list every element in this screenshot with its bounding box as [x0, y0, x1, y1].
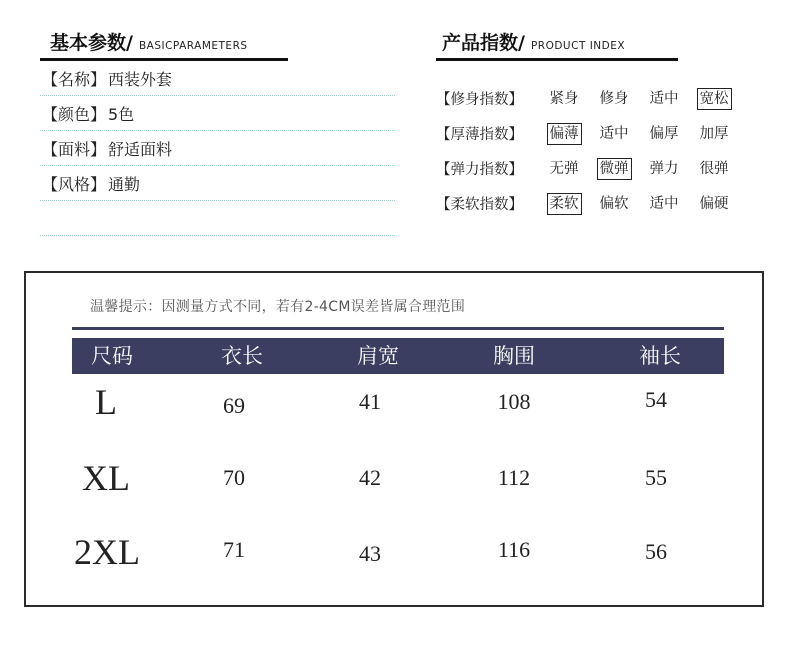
size-table-header — [72, 338, 724, 374]
size-cell: L — [95, 382, 117, 422]
product-index-subtitle: PRODUCT INDEX — [530, 40, 626, 52]
param-row-color — [40, 96, 395, 131]
index-row — [436, 186, 756, 221]
param-row-fabric — [40, 131, 395, 166]
param-row-style — [40, 166, 395, 201]
basic-parameters-list — [40, 61, 395, 236]
shoulder-cell: 42 — [359, 465, 381, 490]
index-option-label: 无弹 — [549, 160, 579, 177]
index-option — [539, 158, 589, 180]
index-row — [436, 81, 756, 116]
index-option — [689, 193, 739, 215]
param-row-name — [40, 61, 395, 96]
param-value: 5色 — [108, 104, 135, 124]
length-cell: 70 — [223, 465, 245, 490]
index-option — [589, 123, 639, 145]
basic-parameters-header — [40, 28, 395, 58]
size-cell: XL — [82, 458, 130, 498]
index-option-label: 紧身 — [549, 90, 579, 107]
basic-parameters-subtitle: BASICPARAMETERS — [138, 40, 248, 52]
index-option — [639, 123, 689, 145]
param-value: 通勤 — [108, 174, 141, 194]
index-option — [589, 193, 639, 215]
product-index-section — [436, 28, 756, 221]
header-length: 衣长 — [221, 344, 263, 368]
index-option-label: 偏软 — [599, 195, 629, 212]
param-key: 【风格】 — [42, 174, 107, 194]
index-option-selected — [689, 88, 739, 110]
header-chest: 胸围 — [493, 344, 535, 368]
sleeve-cell: 54 — [645, 387, 667, 412]
index-label: 【柔软指数】 — [436, 197, 523, 213]
index-option — [639, 193, 689, 215]
index-option-label: 适中 — [599, 125, 629, 142]
index-option — [639, 158, 689, 180]
header-sleeve: 袖长 — [639, 344, 681, 368]
sleeve-cell: 56 — [645, 539, 667, 564]
index-label: 【弹力指数】 — [436, 162, 523, 178]
param-key: 【面料】 — [42, 139, 107, 159]
length-cell: 69 — [223, 393, 245, 418]
measurement-tip: 温馨提示：因测量方式不同，若有2-4CM误差皆属合理范围 — [90, 299, 466, 315]
index-label: 【厚薄指数】 — [436, 127, 523, 143]
chest-cell: 116 — [497, 537, 531, 562]
product-index-title: 产品指数/ — [442, 32, 525, 54]
index-option — [639, 88, 689, 110]
index-option-label: 偏硬 — [699, 195, 729, 212]
header-shoulder: 肩宽 — [357, 344, 399, 368]
param-value: 西装外套 — [108, 69, 173, 89]
product-index-list — [436, 81, 756, 221]
index-option-label: 加厚 — [699, 125, 729, 142]
table-row — [26, 381, 766, 441]
table-row — [26, 531, 766, 591]
index-option — [689, 123, 739, 145]
index-option-label: 很弹 — [699, 160, 729, 177]
chest-cell: 112 — [497, 465, 531, 490]
size-table-box — [24, 271, 764, 607]
index-label: 【修身指数】 — [436, 92, 523, 108]
size-cell: 2XL — [74, 532, 140, 572]
header-size: 尺码 — [91, 344, 133, 368]
param-key: 【颜色】 — [42, 104, 107, 124]
index-option — [689, 158, 739, 180]
product-index-header — [436, 28, 756, 58]
index-option-label: 偏厚 — [649, 125, 679, 142]
index-option-label: 适中 — [649, 195, 679, 212]
index-option-label: 弹力 — [649, 160, 679, 177]
index-option-selected — [589, 158, 639, 180]
basic-parameters-section — [40, 28, 395, 236]
index-option-selected — [539, 123, 589, 145]
param-value: 舒适面料 — [108, 139, 173, 159]
index-option-label: 偏薄 — [547, 123, 582, 145]
shoulder-cell: 43 — [359, 541, 381, 566]
tip-divider — [72, 327, 724, 330]
param-row-empty — [40, 201, 395, 236]
index-option-selected — [539, 193, 589, 215]
sleeve-cell: 55 — [645, 465, 667, 490]
basic-parameters-title: 基本参数/ — [50, 32, 133, 54]
index-row — [436, 151, 756, 186]
chest-cell: 108 — [497, 389, 531, 414]
length-cell: 71 — [223, 537, 245, 562]
index-option-label: 微弹 — [597, 158, 632, 180]
index-option — [539, 88, 589, 110]
index-row — [436, 116, 756, 151]
index-option-label: 柔软 — [547, 193, 582, 215]
index-option-label: 适中 — [649, 90, 679, 107]
index-option — [589, 88, 639, 110]
table-row — [26, 457, 766, 517]
index-option-label: 宽松 — [697, 88, 732, 110]
product-index-rule — [436, 58, 678, 61]
param-key: 【名称】 — [42, 69, 107, 89]
shoulder-cell: 41 — [359, 389, 381, 414]
index-option-label: 修身 — [599, 90, 629, 107]
